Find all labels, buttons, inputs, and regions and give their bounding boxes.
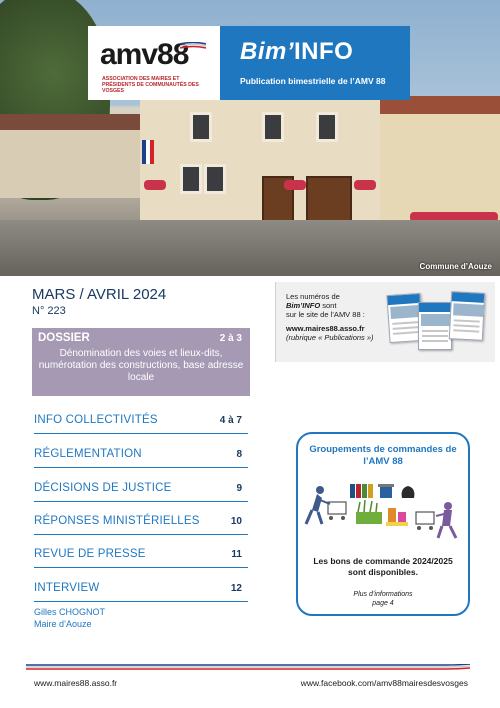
publication-title: Bim’INFO (240, 38, 354, 65)
cart-icon (416, 512, 434, 530)
logo-wordmark: amv88 (100, 38, 189, 71)
plants-icon (356, 500, 382, 524)
interview-person (34, 606, 105, 630)
dossier-pages: 2 à 3 (219, 333, 242, 344)
person-with-bag-icon (436, 502, 456, 538)
dossier-block[interactable] (32, 328, 250, 396)
toc-label: RÉGLEMENTATION (34, 448, 142, 460)
cover-thumbnail (418, 302, 452, 350)
amv88-logo (88, 26, 220, 100)
french-flag (142, 140, 154, 164)
photo-credit: Commune d’Aouze (419, 262, 492, 271)
toc-item-info-collectivites[interactable] (34, 412, 248, 434)
toc-pages: 12 (230, 583, 242, 594)
trash-bag-icon (402, 486, 415, 498)
tricolor-swoosh-icon (180, 42, 206, 50)
back-issues-box (275, 282, 495, 362)
town-hall (140, 100, 380, 222)
tricolor-rule (26, 664, 470, 670)
toc-label: DÉCISIONS DE JUSTICE (34, 482, 172, 494)
groupements-more-info: Plus d’informations page 4 (353, 591, 413, 607)
interview-name: Gilles CHOGNOT (34, 607, 106, 617)
flowers (354, 180, 376, 190)
shopping-illustration (298, 482, 468, 552)
toc-item-revue-de-presse[interactable] (34, 546, 248, 568)
back-issues-link[interactable]: www.maires88.asso.fr (286, 324, 365, 333)
dossier-heading: DOSSIER (38, 332, 90, 344)
toc-item-reponses-ministerielles[interactable] (34, 513, 248, 535)
groupements-title: Groupements de commandes de l’AMV 88 (309, 444, 457, 467)
flowers (144, 180, 166, 190)
toc-pages: 9 (236, 483, 242, 494)
logo-tagline: ASSOCIATION DES MAIRES ET PRÉSIDENTS DE COMMUNAUTÉS DES VOSGES (102, 76, 199, 94)
cleaning-products-icon (386, 508, 408, 526)
issue-number: N° 223 (32, 305, 66, 317)
toc-pages: 8 (236, 449, 242, 460)
toc-item-decisions-de-justice[interactable] (34, 480, 248, 502)
toc-label: INTERVIEW (34, 582, 100, 594)
footer-facebook-link[interactable]: www.facebook.com/amv88mairesdesvosges (300, 678, 468, 688)
paint-bucket-icon (378, 484, 394, 498)
cover-thumbnail (449, 291, 485, 341)
back-issues-text: Les numéros de Bim’INFO sont sur le site de l’AMV 88 : www.maires88.asso.fr (rubrique « Publications ») (286, 292, 386, 342)
toc-pages: 11 (231, 549, 242, 560)
groupements-box (296, 432, 470, 616)
groupements-announcement: Les bons de commande 2024/2025 sont disponibles. (313, 556, 453, 577)
building-right (380, 112, 500, 220)
toc-label: INFO COLLECTIVITÉS (34, 414, 158, 426)
building-left (0, 128, 140, 198)
toc-item-reglementation[interactable] (34, 446, 248, 468)
toc-pages: 10 (230, 516, 242, 527)
flowers (284, 180, 306, 190)
toc-pages: 4 à 7 (219, 415, 242, 426)
publication-subtitle: Publication bimestrielle de l’AMV 88 (240, 76, 386, 86)
interview-role: Maire d’Aouze (34, 619, 92, 629)
footer-website-link[interactable]: www.maires88.asso.fr (34, 678, 118, 688)
toc-label: REVUE DE PRESSE (34, 548, 146, 560)
binders-icon (350, 484, 373, 498)
person-with-cart-icon (306, 486, 346, 524)
dossier-description: Dénomination des voies et lieux-dits, numérotation des constructions, base adresse locale (38, 348, 244, 383)
publication-banner (220, 26, 410, 100)
toc-label: RÉPONSES MINISTÉRIELLES (34, 515, 200, 527)
issue-date: MARS / AVRIL 2024 (32, 286, 167, 303)
toc-item-interview[interactable] (34, 580, 248, 602)
